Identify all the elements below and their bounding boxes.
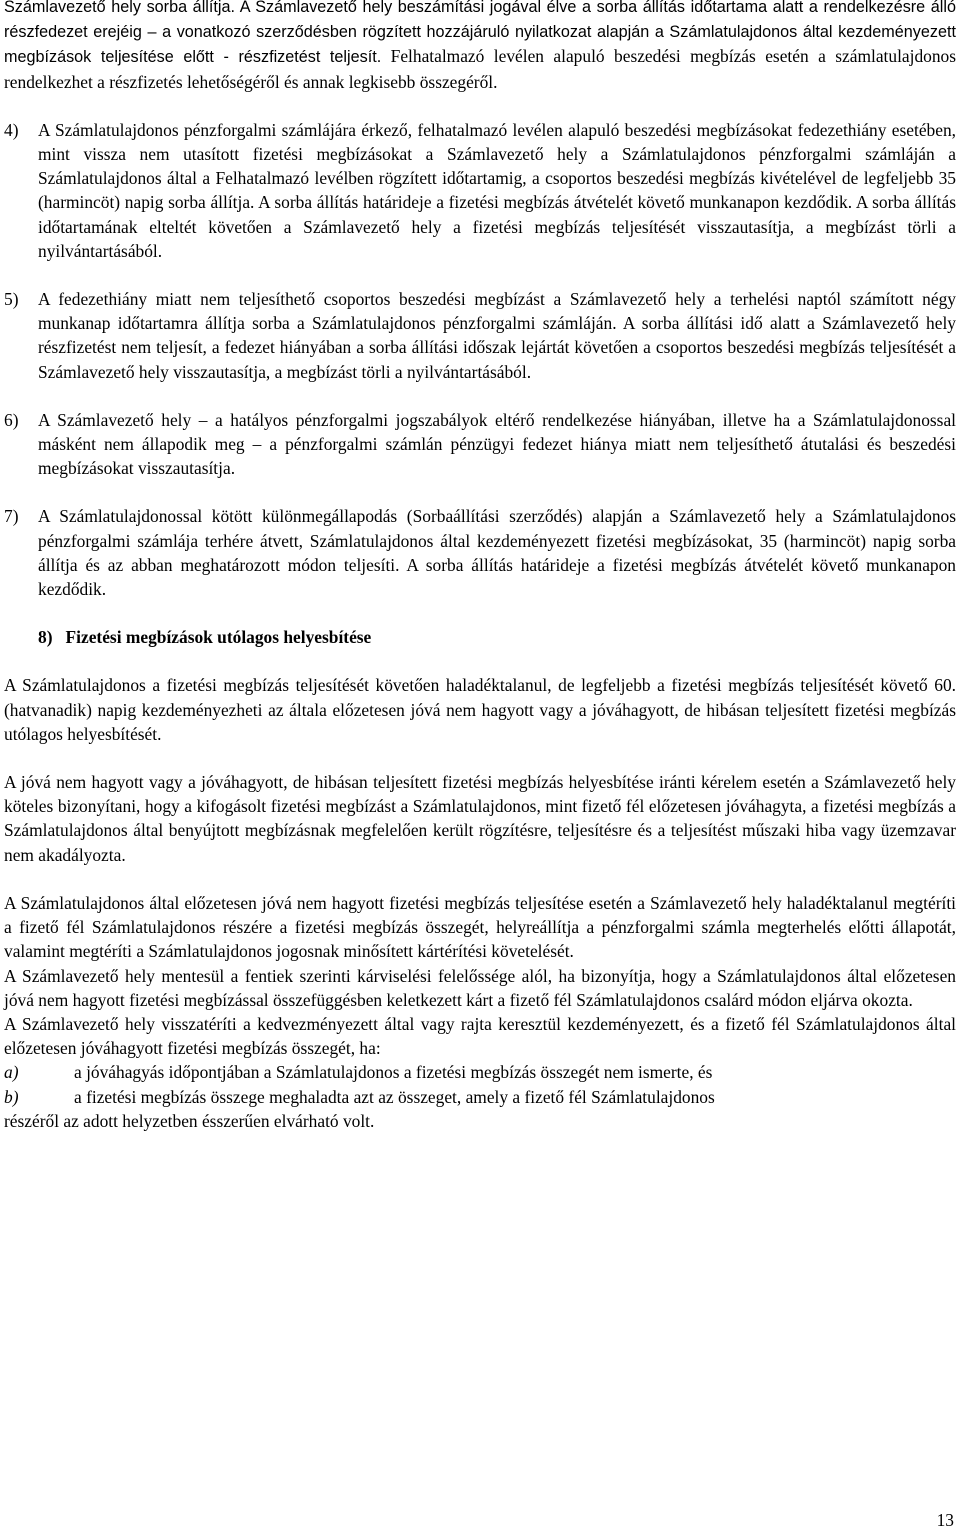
sublist-item-a	[4, 1060, 956, 1084]
paragraph: A Számlatulajdonos a fizetési megbízás teljesítését követően haladéktalanul, de legfeljebb a fizetési megbízás teljesítését követő 60. (hatvanadik) napig kezdeményezheti az általa előzetesen jóvá nem hagyott vagy a jóváhagyott, de hibásan teljesített fizetési megbízás utólagos helyesbítését.	[4, 675, 956, 744]
sublist-letter: b)	[4, 1086, 19, 1107]
item-number: 7)	[4, 506, 19, 527]
spacer	[4, 263, 956, 287]
item-text: A Számlatulajdonos pénzforgalmi számlájára érkező, felhatalmazó levélen alapuló beszedési megbízásokat fedezethiány esetében, mint vissza nem utasított fizetési megbízásokat a Számlavezető hely a Számlatulajdonos pénzforgalmi számláján a Számlatulajdonos által a Felhatalmazó levélben rögzített időtartamig, a csoportos beszedési megbízás kivételével de legfeljebb 35 (harmincöt) napig sorba állítja. A sorba állítás határideje a fizetési megbízás átvételét követő munkanapon kezdődik. A sorba állítás időtartamának elteltét követően a Számlavezető hely a fizetési megbízás teljesítését visszautasítja, a megbízást törli a nyilvántartásából.	[38, 119, 956, 261]
spacer	[4, 94, 956, 118]
sublist-item-b	[4, 1085, 956, 1109]
list-item-6	[4, 408, 956, 481]
intro-authorization: Felhatalmazó levélen alapuló beszedési megbízás esetén a számlatulajdonos rendelkezhet a részfizetés lehetőségéről és annak legkisebb összegéről.	[4, 46, 956, 92]
intro-rest: A Számlavezető hely beszámítási jogával élve a sorba állítás időtartama alatt a rendelkezésre álló részfedezet erejéig – a vonatkozó szerződésben rögzített hozzájáruló nyilatkozat alapján a Számlatulajdonos által kezdeményezett megbízások teljesítése előtt - részfizetést teljesít.	[4, 0, 956, 67]
section-heading: 8) Fizetési megbízások utólagos helyesbítése	[38, 627, 372, 648]
paragraph: A Számlavezető hely mentesül a fentiek szerinti kárviselési felelőssége alól, ha bizonyítja, hogy a Számlatulajdonos által előzetesen jóvá nem hagyott fizetési megbízással összefüggésben keletkezett kárt a fizető fél Számlatulajdonos csalárd módon eljárva okozta.	[4, 965, 956, 1010]
sublist-text: a jóváhagyás időpontjában a Számlatulajdonos a fizetési megbízás összegét nem ismerte, és	[74, 1062, 713, 1083]
spacer	[4, 480, 956, 504]
paragraph: részéről az adott helyzetben ésszerűen elvárható volt.	[4, 1110, 375, 1131]
item-text: A Számlavezető hely – a hatályos pénzforgalmi jogszabályok eltérő rendelkezése hiányában, illetve ha a Számlatulajdonossal másként nem állapodik meg – a pénzforgalmi számlán pénzügyi fedezet hiánya miatt nem teljesíthető átutalási és beszedési megbízásokat visszautasítja.	[38, 409, 956, 479]
sublist-letter: a)	[4, 1062, 19, 1083]
item-text: A Számlatulajdonossal kötött különmegállapodás (Sorbaállítási szerződés) alapján a Számlavezető hely a Számlatulajdonos pénzforgalmi számlája terhére átvett, Számlatulajdonos által kezdeményezett fizetési megbízásokat, 35 (harmincöt) napig sorba állítja és az abban meghatározott módon teljesíti. A sorba állítás határideje a fizetési megbízás átvételét követő munkanapon kezdődik.	[38, 506, 956, 600]
item-text: A fedezethiány miatt nem teljesíthető csoportos beszedési megbízást a Számlavezető hely a terhelési naptól számított négy munkanap időtartamra állítja sorba a Számlatulajdonos pénzforgalmi számláján. A sorba állítási idő alatt a Számlavezető hely részfizetést nem teljesít, a fedezet hiányában a sorba állítási időszak lejártát követően a csoportos beszedési megbízás teljesítését a Számlavezető hely visszautasítja, a megbízást törli a nyilvántartásából.	[38, 289, 956, 382]
item-number: 6)	[4, 409, 19, 430]
sublist-text: a fizetési megbízás összege meghaladta azt az összeget, amely a fizető fél Számlatulajdonos	[74, 1086, 715, 1107]
spacer	[4, 746, 956, 770]
paragraph: A Számlatulajdonos által előzetesen jóvá nem hagyott fizetési megbízás teljesítése esetén a Számlavezető hely haladéktalanul megtéríti a fizető fél Számlatulajdonos részére a fizetési megbízás összegét, helyreállítja a pénzforgalmi számla megterhelés előtti állapotát, valamint megtéríti a Számlatulajdonos jogosnak minősített kártérítési követelését.	[4, 892, 956, 962]
item-number: 5)	[4, 289, 19, 310]
paragraph: A Számlavezető hely visszatéríti a kedvezményezett által vagy rajta keresztül kezdeményezett, és a fizető fél Számlatulajdonos által előzetesen jóváhagyott fizetési megbízás összegét, ha:	[4, 1013, 956, 1059]
item-number: 4)	[4, 119, 19, 140]
list-item-5	[4, 287, 956, 384]
page-number: 13	[936, 1510, 954, 1530]
list-item-7	[4, 504, 956, 601]
intro-prefix: Számlavezető hely sorba állítja.	[4, 0, 240, 16]
intro-paragraph	[4, 0, 956, 94]
paragraph: A jóvá nem hagyott vagy a jóváhagyott, de hibásan teljesített fizetési megbízás helyesbítése iránti kérelem esetén a Számlavezető hely köteles bizonyítani, hogy a kifogásolt fizetési megbízást a Számlatulajdonos, mint fizető fél előzetesen jóváhagyta, a fizetési megbízás a Számlatulajdonos által benyújtott megbízásnak megfelelően került rögzítésre, teljesítésre és a teljesítést műszaki hiba vagy üzemzavar nem akadályozta.	[4, 772, 956, 865]
list-item-4	[4, 118, 956, 263]
spacer	[4, 384, 956, 408]
spacer	[4, 601, 956, 625]
spacer	[4, 649, 956, 673]
spacer	[4, 867, 956, 891]
